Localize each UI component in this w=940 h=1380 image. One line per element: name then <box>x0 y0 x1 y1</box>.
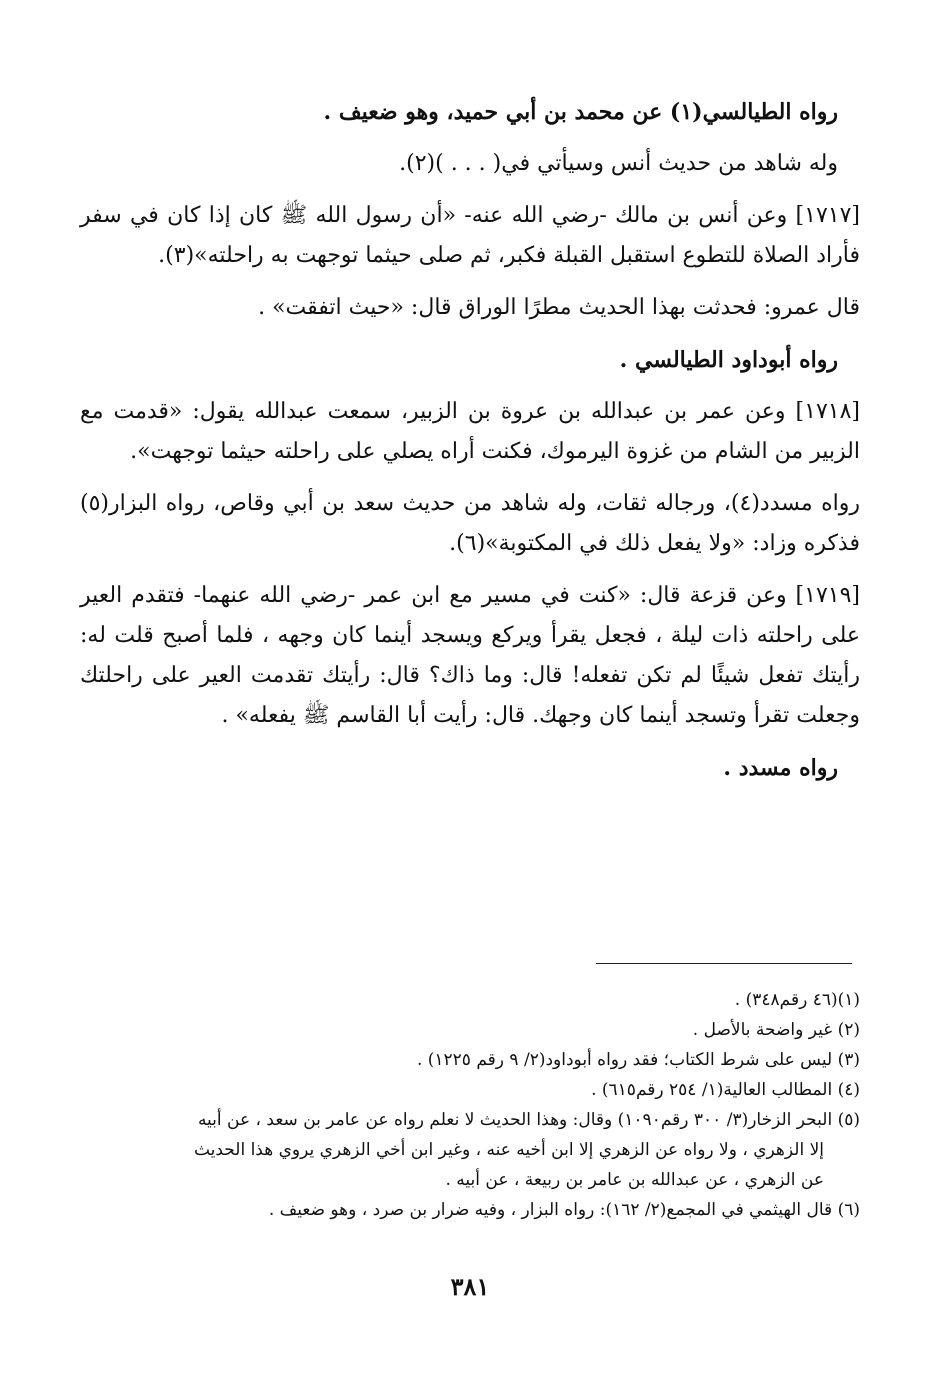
footnotes <box>80 985 860 1225</box>
footnote-6: (٦) قال الهيثمي في المجمع(٢/ ١٦٢): رواه البزار ، وفيه ضرار بن صرد ، وهو ضعيف . <box>268 1200 860 1220</box>
footnote-5: (٥) البحر الزخار(٣/ ٣٠٠ رقم١٠٩٠) وقال: وهذا الحديث لا نعلم رواه عن عامر بن سعد ، عن أبيه <box>197 1110 860 1130</box>
paragraph-narration-musaddad-2: رواه مسدد . <box>723 755 838 781</box>
paragraph-amr-saying: قال عمرو: فحدثت بهذا الحديث مطرًا الوراق قال: «حيث اتفقت» . <box>258 295 860 320</box>
paragraph-narration-musaddad: رواه مسدد(٤)، ورجاله ثقات، وله شاهد من حديث سعد بن أبي وقاص، رواه البزار(٥) فذكره وزاد: «ولا يفعل ذلك في المكتوبة»(٦). <box>80 491 861 556</box>
footnote-4: (٤) المطالب العالية(١/ ٢٥٤ رقم٦١٥) . <box>591 1080 860 1100</box>
hadith-1718: [١٧١٨] وعن عمر بن عبدالله بن عروة بن الزبير، سمعت عبدالله يقول: «قدمت مع الزبير من الشام من غزوة اليرموك، فكنت أراه يصلي على راحلته حيثما توجهت». <box>80 399 860 464</box>
footnote-2: (٢) غير واضحة بالأصل . <box>692 1020 860 1040</box>
paragraph-narration-abudawud: رواه أبوداود الطيالسي . <box>619 347 838 373</box>
hadith-1719: [١٧١٩] وعن قزعة قال: «كنت في مسير مع ابن عمر -رضي الله عنهما- فتقدم العير على راحلته ذات ليلة ، فجعل يقرأ ويركع ويسجد أينما كان وجهه ، فلما أصبح قلت له: رأيتك تفعل شيئًا لم تكن تفعله! قال: وما ذاك؟ قال: رأيتك تقدمت العير على راحلتك وجعلت تقرأ وتسجد أينما كان وجهك. قال: رأيت أبا القاسم ﷺ يفعله» . <box>80 583 860 728</box>
page-number: ٣٨١ <box>450 1272 490 1301</box>
hadith-1717: [١٧١٧] وعن أنس بن مالك -رضي الله عنه- «أن رسول الله ﷺ كان إذا كان في سفر فأراد الصلاة للتطوع استقبل القبلة فكبر، ثم صلى حيثما توجهت به راحلته»(٣). <box>80 203 860 268</box>
paragraph-witness-anas: وله شاهد من حديث أنس وسيأتي في( . . . )(٢). <box>399 151 838 176</box>
paragraph-narration-tayalisi: رواه الطيالسي(١) عن محمد بن أبي حميد، وهو ضعيف . <box>323 99 838 125</box>
main-text <box>80 92 860 800</box>
footnote-3: (٣) ليس على شرط الكتاب؛ فقد رواه أبوداود(٢/ ٩ رقم ١٢٢٥) . <box>416 1050 860 1070</box>
footnote-5-continuation: عن الزهري ، عن عبدالله بن عامر بن ربيعة ، عن أبيه . <box>445 1170 824 1190</box>
footnote-5-continuation: إلا الزهري ، ولا رواه عن الزهري إلا ابن أخيه عنه ، وغير ابن أخي الزهري يروي هذا الحديث <box>193 1140 824 1160</box>
footnote-divider <box>596 963 852 964</box>
footnote-1: (١)(٤٦ رقم٣٤٨) . <box>734 990 860 1010</box>
